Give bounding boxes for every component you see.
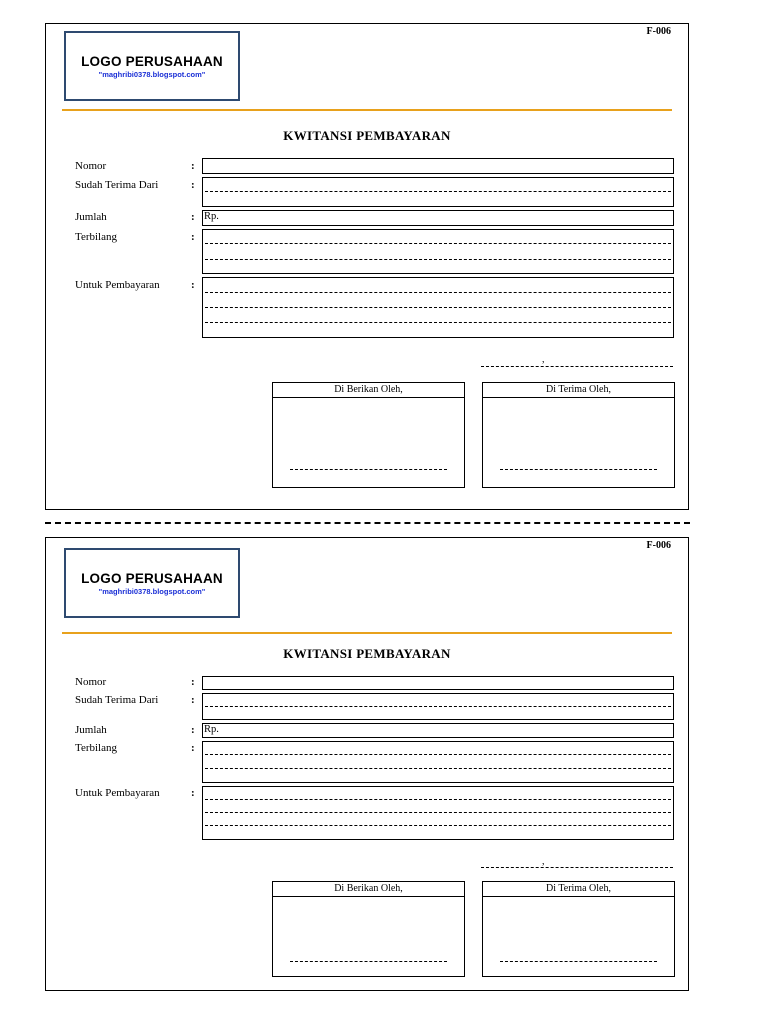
received-by-signature-line[interactable] <box>500 469 657 470</box>
date-place-line[interactable] <box>481 366 673 367</box>
label-terbilang: Terbilang <box>75 231 117 243</box>
received-by-label: Di Terima Oleh, <box>483 383 674 398</box>
label-jumlah: Jumlah <box>75 724 107 736</box>
nomor-field[interactable] <box>202 158 674 174</box>
date-comma: , <box>542 354 545 365</box>
untuk-pembayaran-field[interactable] <box>202 786 674 840</box>
given-by-label: Di Berikan Oleh, <box>273 882 464 897</box>
dotted-line <box>205 799 671 800</box>
dotted-line <box>205 768 671 769</box>
label-nomor: Nomor <box>75 676 107 688</box>
dotted-line <box>205 706 671 707</box>
label-sudah-terima: Sudah Terima Dari <box>75 694 159 706</box>
receipt-bottom <box>45 537 689 991</box>
label-jumlah: Jumlah <box>75 211 107 223</box>
date-comma: , <box>542 856 545 867</box>
terbilang-field[interactable] <box>202 741 674 783</box>
given-by-signature-line[interactable] <box>290 469 447 470</box>
logo-title: LOGO PERUSAHAAN <box>81 54 223 69</box>
company-logo-box <box>64 31 240 101</box>
dotted-line <box>205 825 671 826</box>
dotted-line <box>205 292 671 293</box>
given-by-signature-line[interactable] <box>290 961 447 962</box>
label-sudah-terima: Sudah Terima Dari <box>75 179 159 191</box>
dotted-line <box>205 191 671 192</box>
dotted-line <box>205 259 671 260</box>
label-untuk-pembayaran: Untuk Pembayaran <box>75 279 160 291</box>
colon: : <box>191 694 195 706</box>
form-code: F-006 <box>646 26 671 37</box>
sudah-terima-field[interactable] <box>202 693 674 720</box>
cut-line <box>45 522 690 524</box>
colon: : <box>191 724 195 736</box>
receipt-top <box>45 23 689 510</box>
label-untuk-pembayaran: Untuk Pembayaran <box>75 787 160 799</box>
received-by-label: Di Terima Oleh, <box>483 882 674 897</box>
dotted-line <box>205 322 671 323</box>
given-by-box <box>272 382 465 488</box>
company-logo-box <box>64 548 240 618</box>
colon: : <box>191 676 195 688</box>
received-by-box <box>482 382 675 488</box>
date-place-line[interactable] <box>481 867 673 868</box>
colon: : <box>191 160 195 172</box>
currency-label: Rp. <box>204 211 219 222</box>
colon: : <box>191 231 195 243</box>
colon: : <box>191 279 195 291</box>
given-by-box <box>272 881 465 977</box>
header-divider <box>62 632 672 634</box>
logo-url: "maghribi0378.blogspot.com" <box>98 587 206 596</box>
colon: : <box>191 211 195 223</box>
label-nomor: Nomor <box>75 160 107 172</box>
header-divider <box>62 109 672 111</box>
dotted-line <box>205 243 671 244</box>
received-by-box <box>482 881 675 977</box>
logo-title: LOGO PERUSAHAAN <box>81 571 223 586</box>
sudah-terima-field[interactable] <box>202 177 674 207</box>
form-code: F-006 <box>646 540 671 551</box>
jumlah-field[interactable] <box>202 210 674 226</box>
dotted-line <box>205 307 671 308</box>
terbilang-field[interactable] <box>202 229 674 274</box>
colon: : <box>191 179 195 191</box>
jumlah-field[interactable] <box>202 723 674 738</box>
received-by-signature-line[interactable] <box>500 961 657 962</box>
dotted-line <box>205 812 671 813</box>
colon: : <box>191 787 195 799</box>
dotted-line <box>205 754 671 755</box>
label-terbilang: Terbilang <box>75 742 117 754</box>
logo-url: "maghribi0378.blogspot.com" <box>98 70 206 79</box>
receipt-title: KWITANSI PEMBAYARAN <box>283 128 451 143</box>
receipt-title: KWITANSI PEMBAYARAN <box>283 646 451 661</box>
untuk-pembayaran-field[interactable] <box>202 277 674 338</box>
currency-label: Rp. <box>204 724 219 735</box>
nomor-field[interactable] <box>202 676 674 690</box>
colon: : <box>191 742 195 754</box>
given-by-label: Di Berikan Oleh, <box>273 383 464 398</box>
